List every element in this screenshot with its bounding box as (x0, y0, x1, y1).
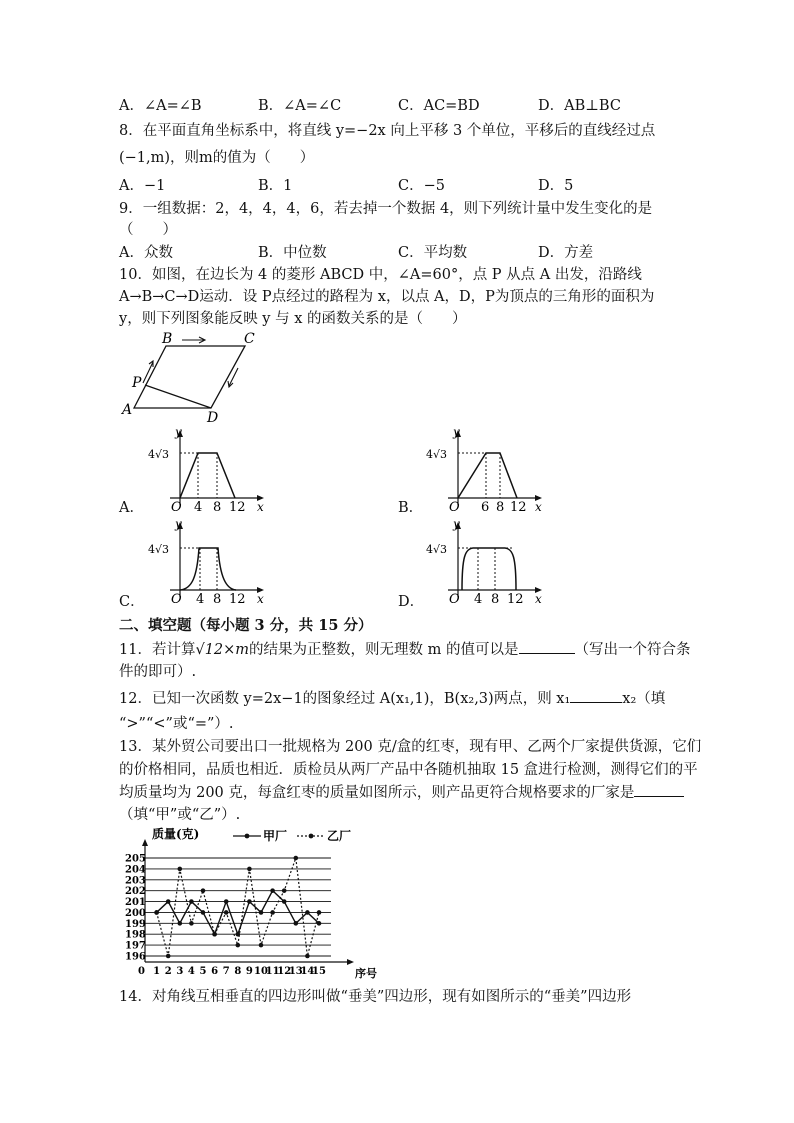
q9-text-line1: 9．一组数据：2，4，4，4，6，若去掉一个数据 4，则下列统计量中发生变化的是 (119, 201, 653, 217)
legend-label-yi: 乙厂 (327, 829, 352, 843)
chart-x-tick-label: 3 (176, 966, 184, 977)
tick-label: 8 (491, 592, 500, 605)
chart-y-tick-label: 198 (125, 929, 146, 941)
chart-y-tick-label: 197 (125, 940, 146, 952)
q8-option-a: A．−1 (119, 178, 166, 194)
q8-text-line2: (−1,m)，则m的值为（ ） (119, 150, 315, 166)
chart-y-tick-label: 199 (125, 918, 146, 930)
label-a: A (122, 402, 133, 418)
chart-y-tick-label: 205 (125, 853, 146, 865)
chart-x-axis-arrow (347, 959, 354, 965)
q11-part2: 的结果为正整数，则无理数 m 的值可以是 (249, 642, 519, 658)
data-point-yi (259, 943, 264, 948)
tick-label: 12 (229, 592, 246, 605)
ymax-label: 4√3 (148, 543, 170, 556)
ymax-label: 4√3 (148, 448, 170, 461)
arrow-cd (229, 368, 238, 386)
chart-y-axis-title: 质量(克) (152, 827, 200, 841)
data-point-jia (247, 899, 252, 904)
origin-label: O (171, 592, 182, 605)
x-axis-label: x (535, 500, 542, 513)
graph-option-d (418, 515, 558, 605)
chart-y-tick-label: 202 (125, 886, 146, 898)
function-curve (180, 548, 236, 590)
ymax-label: 4√3 (426, 543, 448, 556)
chart-x-tick-label: 8 (234, 966, 242, 977)
y-axis-label: y (175, 517, 182, 531)
q10-text-line1: 10．如图，在边长为 4 的菱形 ABCD 中，∠A=60°，点 P 从点 A 出发，沿路线 (119, 267, 642, 283)
data-point-yi (270, 910, 275, 915)
data-point-jia (166, 899, 171, 904)
q11-expression: √12×m (195, 642, 250, 658)
section-heading: 二、填空题（每小题 3 分，共 15 分） (119, 617, 373, 634)
q13-answer-blank[interactable] (634, 796, 684, 797)
data-point-yi (282, 888, 287, 893)
data-point-jia (305, 910, 310, 915)
x-axis-label: x (535, 592, 542, 605)
data-point-yi (317, 910, 322, 915)
x-axis-label: x (257, 500, 264, 513)
data-point-jia (178, 921, 183, 926)
q10-text-line2: A→B→C→D运动．设 P点经过的路程为 x，以点 A，D，P为顶点的三角形的面积为 (119, 289, 655, 305)
function-curve (180, 453, 235, 498)
x-axis-label: x (257, 592, 264, 605)
q7-option-d: D．AB⊥BC (538, 98, 621, 114)
q9-option-b: B．中位数 (258, 245, 327, 261)
q9-text-line2: （ ） (119, 222, 177, 238)
chart-y-tick-label: 204 (125, 864, 146, 876)
label-c: C (244, 331, 255, 347)
ymax-label: 4√3 (426, 448, 448, 461)
data-point-yi (166, 954, 171, 959)
chart-x-tick-label: 6 (211, 966, 219, 977)
chart-x-tick-label: 10 (254, 966, 268, 977)
q8-option-b: B．1 (258, 178, 293, 194)
data-point-yi (236, 943, 241, 948)
chart-x-tick-label: 13 (288, 966, 303, 977)
tick-label: 8 (496, 500, 505, 513)
q9-option-a: A．众数 (119, 245, 173, 261)
data-point-yi (154, 910, 159, 915)
data-point-jia (189, 899, 194, 904)
data-point-jia (201, 910, 206, 915)
q12-part1: 12．已知一次函数 y=2x−1的图象经过 A(x₁,1)，B(x₂,3)两点，则 x₁ (119, 691, 571, 707)
data-point-jia (282, 899, 287, 904)
tick-label: 8 (213, 500, 222, 513)
data-point-jia (259, 910, 264, 915)
q9-option-c: C．平均数 (398, 245, 468, 261)
graph-option-c (140, 515, 280, 605)
data-point-yi (178, 867, 183, 872)
rhombus-figure (118, 330, 258, 425)
q11-text-line1 (119, 640, 691, 660)
y-axis-label: y (453, 517, 460, 531)
data-point-yi (294, 856, 299, 861)
function-curve (462, 548, 516, 590)
legend-marker-jia (245, 834, 250, 839)
chart-y-tick-label: 200 (125, 907, 146, 919)
tick-label: 12 (229, 500, 246, 513)
data-point-yi (189, 921, 194, 926)
q12-answer-blank[interactable] (570, 702, 622, 703)
q8-option-d: D．5 (538, 178, 574, 194)
q11-part3: （写出一个符合条 (574, 642, 691, 658)
chart-x-tick-label: 2 (164, 966, 172, 977)
chart-y-axis-arrow (142, 839, 148, 846)
chart-x-tick-label: 12 (277, 966, 292, 977)
q10-text-line3: y，则下列图象能反映 y 与 x 的函数关系的是（ ） (119, 311, 467, 327)
tick-label: 12 (507, 592, 524, 605)
q13-text-line3 (119, 783, 684, 803)
q9-option-d: D．方差 (538, 245, 594, 261)
q8-option-c: C．−5 (398, 178, 445, 194)
tick-label: 4 (474, 592, 483, 605)
q14-text-line1: 14．对角线互相垂直的四边形叫做“垂美”四边形，现有如图所示的“垂美”四边形 (119, 989, 632, 1005)
y-axis-label: y (175, 425, 182, 439)
tick-label: 4 (194, 500, 203, 513)
graph-option-a (140, 423, 280, 513)
chart-x-tick-label: 9 (245, 966, 253, 977)
chart-x-tick-label: 11 (265, 966, 280, 977)
graph-option-a-label: A． (119, 500, 144, 516)
chart-y-tick-label: 203 (125, 875, 146, 887)
q13-text-line1: 13．某外贸公司要出口一批规格为 200 克/盒的红枣，现有甲、乙两个厂家提供货源，它们 (119, 739, 702, 755)
rhombus-outline (134, 346, 245, 408)
q7-option-b: B．∠A=∠C (258, 98, 342, 114)
data-point-yi (201, 888, 206, 893)
chart-x-axis-title: 序号 (355, 967, 377, 980)
origin-label: O (171, 500, 182, 513)
data-point-yi (305, 954, 310, 959)
chart-x-tick-label: 0 (138, 966, 145, 977)
graph-option-b (418, 423, 558, 513)
q12-part2: x₂（填 (622, 691, 666, 707)
label-b: B (162, 331, 173, 347)
origin-label: O (449, 592, 460, 605)
q11-text-line2: 件的即可）. (119, 664, 197, 680)
function-curve (458, 453, 517, 498)
legend-marker-yi (309, 834, 314, 839)
segment-pd (145, 385, 211, 408)
data-point-jia (294, 921, 299, 926)
label-p: P (132, 375, 142, 391)
chart-x-tick-label: 14 (300, 966, 315, 977)
q7-option-c: C．AC=BD (398, 98, 480, 114)
origin-label: O (449, 500, 460, 513)
chart-y-tick-label: 201 (125, 897, 146, 909)
chart-y-tick-label: 196 (125, 951, 146, 963)
q13-text-line2: 的价格相同，品质也相近．质检员从两厂产品中各随机抽取 15 盒进行检测，测得它们的平 (119, 762, 698, 778)
data-point-jia (224, 899, 229, 904)
q13-text-line4: （填“甲”或“乙”）. (119, 807, 241, 823)
graph-option-b-label: B． (398, 500, 424, 516)
tick-label: 12 (510, 500, 527, 513)
q11-part1: 11．若计算 (119, 642, 196, 658)
q12-text-line2: “>”“<”或“=”）. (119, 716, 234, 732)
series-line-yi (157, 858, 319, 956)
q7-option-a: A．∠A=∠B (119, 98, 202, 114)
graph-option-c-label: C． (119, 594, 145, 610)
y-axis-label: y (453, 425, 460, 439)
quality-chart (125, 826, 395, 980)
chart-x-tick-label: 5 (199, 966, 207, 977)
q11-answer-blank[interactable] (519, 653, 575, 654)
chart-x-tick-label: 15 (312, 966, 326, 977)
tick-label: 4 (196, 592, 205, 605)
q12-text-line1 (119, 689, 665, 709)
data-point-yi (224, 910, 229, 915)
data-point-yi (212, 932, 217, 937)
q13-line3-text: 均质量均为 200 克，每盒红枣的质量如图所示，则产品更符合规格要求的厂家是 (119, 785, 635, 801)
tick-label: 6 (481, 500, 490, 513)
data-point-jia (270, 888, 275, 893)
graph-option-d-label: D． (398, 594, 425, 610)
legend-label-jia: 甲厂 (263, 829, 288, 843)
chart-x-tick-label: 7 (222, 966, 230, 977)
chart-x-tick-label: 4 (187, 966, 195, 977)
q8-text-line1: 8．在平面直角坐标系中，将直线 y=−2x 向上平移 3 个单位，平移后的直线经过点 (119, 123, 656, 139)
data-point-yi (247, 867, 252, 872)
data-point-jia (317, 921, 322, 926)
chart-x-tick-label: 1 (153, 966, 161, 977)
label-d: D (207, 410, 219, 425)
tick-label: 8 (213, 592, 222, 605)
